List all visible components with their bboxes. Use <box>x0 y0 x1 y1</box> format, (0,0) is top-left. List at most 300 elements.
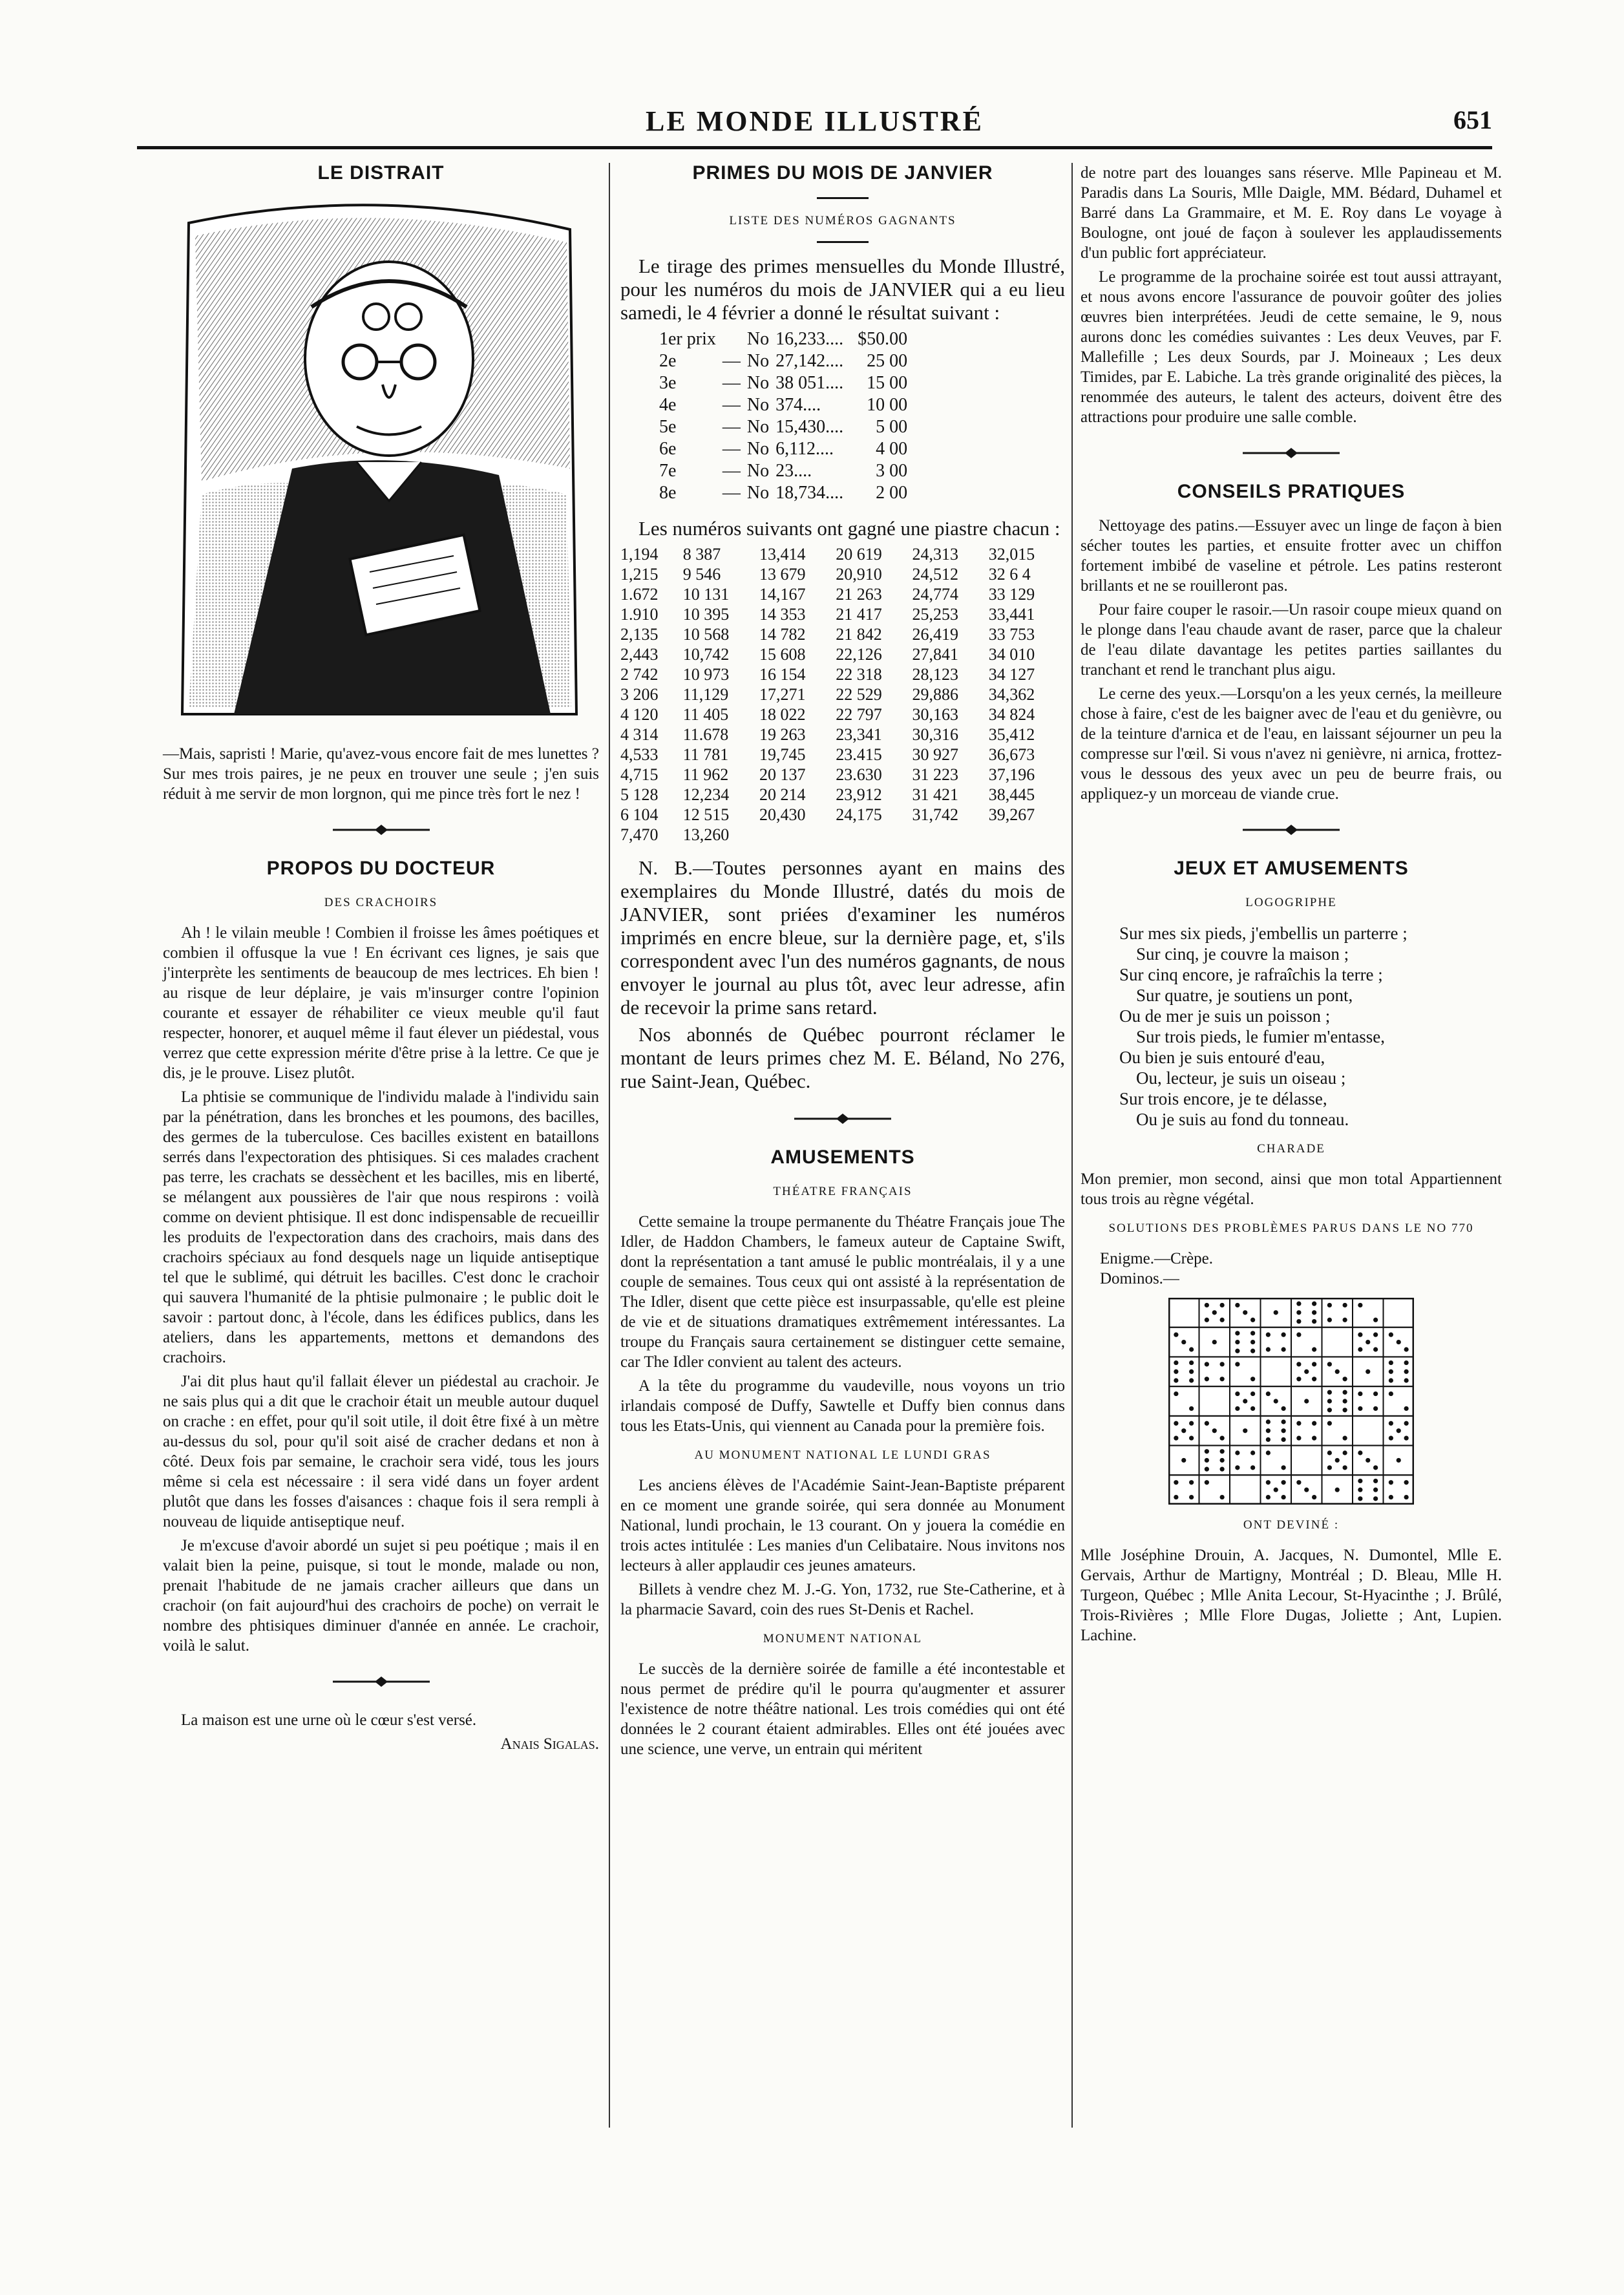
domino-pip <box>1174 1360 1178 1365</box>
winning-number: 39,267 <box>988 805 1035 824</box>
prize-amount: 2 00 <box>876 483 908 503</box>
winning-number: 24,512 <box>912 565 958 584</box>
paragraph: La phtisie se communique de l'individu malade à l'individu sain par la pénétration, dans les bronches et les poumons, des bacilles, des germes de la tuberculose. Ces bacilles existent en bataillons serrés dans l'expectoration des phtisiques. Si ces malades crachent pas terre, les crachats se dessèchent et les bacilles, mis en liberté, se mélangent aux poussières de l'air que nous respirons : voilà comme on devient phtisique. Il est donc indispensable de recueillir les produits de l'expectoration dans des crachoirs, mais dans des crachoirs spéciaux au fond desquels nage un liquide antiseptique tel que le sublimé, qui détruit les bacilles. C'est donc le crachoir qui sauvera l'humanité de la phtisie pulmonaire ; le public doit le savoir : partout donc, à l'école, dans les édifices publics, dans les ateliers, dans les appartements, mettons et demandons des crachoirs. <box>163 1088 599 1366</box>
winning-number: 34 127 <box>988 665 1035 684</box>
domino-pip <box>1281 1428 1286 1433</box>
domino-pip <box>1174 1480 1178 1485</box>
numbers-row <box>620 684 1065 704</box>
prize-row <box>659 394 914 416</box>
domino-pip <box>1389 1495 1393 1499</box>
domino-pip <box>1373 1496 1378 1501</box>
domino-pip <box>1174 1391 1178 1396</box>
domino-pip <box>1181 1340 1186 1344</box>
section-title-propos: PROPOS DU DOCTEUR <box>266 858 496 879</box>
numbers-row <box>620 785 1065 805</box>
winning-number: 9 546 <box>682 565 721 584</box>
domino-pip <box>1327 1399 1332 1403</box>
winning-number: 31 421 <box>912 785 958 804</box>
caricature-illustration <box>163 197 599 727</box>
winning-number: 22,126 <box>836 645 882 664</box>
prize-amount: $50.00 <box>858 329 908 349</box>
subsection-title-solutions: SOLUTIONS DES PROBLÈMES PARUS DANS LE NO 770 <box>1108 1222 1474 1235</box>
section-title-distrait: LE DISTRAIT <box>317 162 445 184</box>
domino-pip <box>1373 1488 1378 1492</box>
domino-pip <box>1205 1377 1209 1381</box>
poem-line: Ou bien je suis entouré d'eau, <box>1119 1048 1325 1067</box>
winning-number: 23,341 <box>836 725 882 744</box>
numbers-row <box>620 624 1065 644</box>
domino-pip <box>1404 1378 1409 1382</box>
domino-pip <box>1174 1436 1178 1441</box>
winning-number: 23,912 <box>836 785 882 804</box>
domino-pip <box>1189 1436 1194 1441</box>
domino-pip <box>1281 1495 1286 1499</box>
paragraph: de notre part des louanges sans réserve. Mlle Papineau et M. Paradis dans La Souris, Mlle Daigle, MM. Bédard, Duhamel et Barré dans La Grammaire, et M. E. Roy dans Le voyage à Boulogne, ont joué de façon à soulever les applaudissements d'un public fort appréciateur. <box>1081 164 1502 262</box>
domino-pip <box>1266 1428 1271 1433</box>
domino-pip <box>1189 1347 1194 1351</box>
numbers-row <box>620 644 1065 664</box>
winning-number: 36,673 <box>988 745 1035 764</box>
prize-no: No <box>746 417 770 437</box>
winning-number: 22 318 <box>836 665 882 684</box>
domino-pip <box>1343 1390 1347 1395</box>
paragraph: A la tête du programme du vaudeville, nous voyons un trio irlandais composé de Duffy, Sawtelle et Duffy bien connus dans tous les Etats-Unis, qui viennent au Canada pour la première fois. <box>620 1377 1065 1435</box>
domino-pip <box>1181 1458 1186 1463</box>
domino-pip <box>1373 1406 1378 1411</box>
domino-pip <box>1220 1318 1225 1322</box>
prize-no: No <box>746 329 770 349</box>
domino-pip <box>1366 1458 1370 1463</box>
domino-pip <box>1312 1436 1316 1441</box>
winning-number: 8 387 <box>682 545 721 564</box>
domino-pip <box>1327 1465 1332 1470</box>
winning-number: 2,135 <box>620 625 659 644</box>
domino-pip <box>1312 1362 1316 1366</box>
numbers-row <box>620 805 1065 825</box>
winning-number: 33 753 <box>988 625 1035 644</box>
prize-sep: — <box>722 373 741 393</box>
prize-no: No <box>746 439 770 459</box>
winning-number: 15 608 <box>759 645 806 664</box>
domino-pip <box>1235 1465 1239 1470</box>
domino-pip <box>1205 1318 1209 1322</box>
title-rule <box>817 241 869 243</box>
domino-pip <box>1404 1370 1409 1374</box>
domino-pip <box>1366 1340 1370 1344</box>
domino-pip <box>1358 1333 1362 1337</box>
poem-line: Ou, lecteur, je suis un oiseau ; <box>1136 1068 1346 1088</box>
domino-pip <box>1373 1465 1378 1470</box>
domino-pip <box>1312 1302 1316 1306</box>
domino-pip <box>1235 1349 1239 1353</box>
winning-numbers-table <box>620 544 1065 845</box>
winning-number: 37,196 <box>988 765 1035 784</box>
domino-pip <box>1205 1421 1209 1426</box>
prize-row <box>659 482 914 504</box>
domino-pip <box>1296 1319 1301 1324</box>
domino-pip <box>1358 1479 1362 1483</box>
winning-number: 32 6 4 <box>988 565 1031 584</box>
domino-pip <box>1343 1408 1347 1412</box>
domino-pip <box>1243 1399 1247 1403</box>
winning-number: 13,260 <box>682 825 730 844</box>
numbers-row <box>620 765 1065 785</box>
domino-pip <box>1335 1458 1340 1463</box>
numbers-row <box>620 704 1065 724</box>
domino-pip <box>1205 1449 1209 1454</box>
domino-pip <box>1343 1465 1347 1470</box>
winning-number: 10 568 <box>682 625 730 644</box>
domino-pip <box>1404 1360 1409 1365</box>
domino-pip <box>1250 1450 1255 1455</box>
winning-number: 26,419 <box>912 625 958 644</box>
prize-number: 23.... <box>775 461 812 481</box>
winning-number: 1,215 <box>620 565 659 584</box>
domino-pip <box>1296 1421 1301 1426</box>
section-title-jeux: JEUX ET AMUSEMENTS <box>1174 858 1409 879</box>
winning-number <box>989 825 1065 845</box>
domino-pip <box>1220 1377 1225 1381</box>
domino-pip <box>1343 1303 1347 1307</box>
domino-pip <box>1250 1377 1255 1381</box>
winning-number: 1.910 <box>620 605 659 624</box>
domino-pip <box>1274 1399 1278 1403</box>
domino-pip <box>1220 1436 1225 1441</box>
winning-number: 11 962 <box>682 765 729 784</box>
paragraph: Le cerne des yeux.—Lorsqu'on a les yeux cernés, la meilleure chose à faire, c'est de les baigner avec de l'eau et du genièvre, ou de la teinture d'arnica et de l'eau, en laissant séjourner un peu la compresse sur l'œil. Si vous n'avez ni genièvre, ni arnica, frottez-vous le dessous des yeux avec un peu de beurre frais, ou appliquez-y un morceau de viande crue. <box>1081 685 1502 803</box>
domino-pip <box>1404 1347 1409 1351</box>
numbers-row <box>620 564 1065 584</box>
domino-pip <box>1373 1479 1378 1483</box>
winning-number: 10 395 <box>682 605 730 624</box>
numbers-intro: Les numéros suivants ont gagné une piastre chacun : <box>638 517 1060 540</box>
prize-number: 374.... <box>775 395 821 415</box>
paragraph: Le succès de la dernière soirée de famille a été incontestable et nous permet de prédire qu'il le pourra qu'augmenter et assurer l'existence de notre théâtre national. Les trois comédies qui ont été données le 2 courant étaient admirables. Elles ont été jouées avec une science, une verve, un entrain qui méritent <box>620 1660 1065 1758</box>
domino-pip <box>1327 1362 1332 1366</box>
winning-number: 12,234 <box>682 785 730 804</box>
domino-pip <box>1266 1333 1271 1337</box>
quebec-notice: Nos abonnés de Québec pourront réclamer le montant de leurs primes chez M. E. Béland, No 276, rue Saint-Jean, Québec. <box>620 1023 1065 1092</box>
domino-pip <box>1327 1303 1332 1307</box>
devine-names: Mlle Joséphine Drouin, A. Jacques, N. Dumontel, Mlle E. Gervais, Arthur de Martigny, Montréal ; D. Bleau, Mlle H. Turgeon, Québec ; Mlle Anita Lecour, St-Hyacinthe ; J. Brûlé, Trois-Rivières ; Mlle Flore Dugas, Joliette ; Ant, Lupien. Lachine. <box>1081 1547 1502 1644</box>
solution-dominos: Dominos.— <box>1100 1270 1179 1287</box>
prize-sep: — <box>722 439 741 459</box>
domino-pip <box>1304 1488 1309 1492</box>
domino-pip <box>1174 1421 1178 1426</box>
domino-pip <box>1296 1362 1301 1366</box>
domino-pip <box>1220 1449 1225 1454</box>
domino-pip <box>1235 1362 1239 1366</box>
domino-pip <box>1235 1406 1239 1411</box>
ornament-divider <box>333 823 430 836</box>
ornament-divider <box>333 1675 430 1688</box>
winning-number: 34 824 <box>988 705 1035 724</box>
domino-pip <box>1312 1495 1316 1499</box>
subsection-title-theatre: THÉATRE FRANÇAIS <box>773 1185 912 1198</box>
numbers-row <box>620 604 1065 624</box>
prize-no: No <box>746 395 770 415</box>
domino-pip <box>1389 1333 1393 1337</box>
domino-pip <box>1373 1333 1378 1337</box>
domino-pip <box>1212 1340 1217 1344</box>
poem-line: Sur trois encore, je te délasse, <box>1119 1089 1327 1108</box>
prize-sep: — <box>722 461 741 481</box>
winning-number: 27,841 <box>912 645 958 664</box>
domino-pip <box>1389 1391 1393 1396</box>
winning-number <box>912 825 989 845</box>
domino-pip <box>1296 1310 1301 1315</box>
domino-pip <box>1296 1333 1301 1337</box>
domino-pip <box>1174 1378 1178 1382</box>
winning-number: 4 314 <box>620 725 659 744</box>
prize-amount: 3 00 <box>876 461 908 481</box>
nb-notice: N. B.—Toutes personnes ayant en mains des exemplaires du Monde Illustré, datés du mois de JANVIER, sont priées d'examiner les numéros imprimés en encre bleue, sur la dernière page, et, s'ils correspondent avec l'un des numéros gagnants, de nous envoyer le journal au plus tôt, avec leur adresse, afin de recevoir la prime sans retard. <box>620 856 1065 1019</box>
winning-number: 11,129 <box>682 685 729 704</box>
domino-pip <box>1327 1318 1332 1322</box>
domino-pip <box>1327 1450 1332 1455</box>
page-number: 651 <box>1453 105 1492 134</box>
section-title-primes: PRIMES DU MOIS DE JANVIER <box>692 162 993 184</box>
winning-number: 24,175 <box>836 805 882 824</box>
domino-pip <box>1389 1421 1393 1426</box>
domino-pip <box>1296 1302 1301 1306</box>
paragraph: J'ai dit plus haut qu'il fallait élever un piédestal au crachoir. Je ne sais plus qui a dit que le crachoir était un meuble autour duquel on crache : en effet, pour qu'il soit utile, il doit être fixé à un mètre au-dessus du sol, pour qu'il soit aisé de cracher dedans et non à côté. Deux fois par semaine, le crachoir sera vidé, tous les jours même si cela est nécessaire : il sera vidé dans un foyer ardent plutôt que dans les fosses d'aisances : chaque fois il sera rempli à nouveau de liquide antiseptique neuf. <box>163 1373 599 1530</box>
domino-pip <box>1205 1458 1209 1463</box>
winning-number: 20,430 <box>759 805 806 824</box>
winning-number: 30,163 <box>912 705 958 724</box>
section-title-conseils: CONSEILS PRATIQUES <box>1177 481 1406 502</box>
prize-row <box>659 350 914 372</box>
prize-rank: 4e <box>659 395 677 415</box>
winning-number: 19 263 <box>759 725 806 744</box>
column-left <box>163 163 599 1754</box>
prize-table <box>659 328 914 504</box>
domino-pip <box>1281 1419 1286 1424</box>
poem-line: Ou de mer je suis un poisson ; <box>1119 1006 1331 1026</box>
winning-number: 22 797 <box>836 705 882 724</box>
winning-number: 20 137 <box>759 765 806 784</box>
domino-pip <box>1205 1362 1209 1366</box>
domino-pip <box>1358 1347 1362 1351</box>
prize-sep: — <box>722 395 741 415</box>
domino-pip <box>1205 1467 1209 1472</box>
prize-amount: 5 00 <box>876 417 908 437</box>
winning-number: 6 104 <box>620 805 659 824</box>
winning-number: 20,910 <box>836 565 882 584</box>
winning-number: 24,313 <box>912 545 958 564</box>
section-title-amusements: AMUSEMENTS <box>770 1147 915 1168</box>
domino-pip <box>1274 1310 1278 1315</box>
domino-pip <box>1343 1377 1347 1381</box>
prize-number: 6,112.... <box>775 439 834 459</box>
domino-pip <box>1312 1421 1316 1426</box>
domino-pip <box>1181 1428 1186 1433</box>
domino-pip <box>1373 1318 1378 1322</box>
subsection-title-monument: MONUMENT NATIONAL <box>763 1632 923 1645</box>
domino-pip <box>1243 1310 1247 1315</box>
winning-number: 13,414 <box>759 545 806 564</box>
winning-number: 22 529 <box>836 685 882 704</box>
ornament-divider <box>794 1112 891 1125</box>
domino-pip <box>1189 1480 1194 1485</box>
winning-number: 31 223 <box>912 765 958 784</box>
prize-rank: 1er prix <box>659 329 716 349</box>
winning-number: 23.415 <box>836 745 882 764</box>
domino-pip <box>1220 1458 1225 1463</box>
domino-pip <box>1266 1391 1271 1396</box>
winning-number: 4 120 <box>620 705 659 724</box>
prize-amount: 25 00 <box>867 351 908 371</box>
winning-number: 2,443 <box>620 645 659 664</box>
winning-number: 21 263 <box>836 585 882 604</box>
prize-no: No <box>746 483 770 503</box>
prize-sep <box>722 328 747 350</box>
domino-pip <box>1404 1421 1409 1426</box>
domino-pip <box>1281 1480 1286 1485</box>
winning-number: 28,123 <box>912 665 958 684</box>
winning-number: 29,886 <box>912 685 958 704</box>
prize-number: 38 051.... <box>775 373 844 393</box>
logogriphe-poem <box>1119 923 1502 1130</box>
domino-pip <box>1366 1370 1370 1374</box>
domino-pip <box>1296 1377 1301 1381</box>
paragraph: Je m'excuse d'avoir abordé un sujet si peu poétique ; mais il en valait bien la peine, puisque, si tout le monde, malade ou non, prenait l'habitude de ne jamais cracher ailleurs que dans un crachoir (on fait aujourd'hui des crachoirs de poche) on verrait le nombre des phtisiques diminuer d'année en année. Le crachoir, voilà le salut. <box>163 1537 599 1655</box>
domino-pip <box>1250 1391 1255 1396</box>
winning-number: 33,441 <box>988 605 1035 624</box>
prize-number: 27,142.... <box>775 351 844 371</box>
domino-pip <box>1404 1480 1409 1485</box>
domino-pip <box>1327 1421 1332 1426</box>
poem-line: Sur trois pieds, le fumier m'entasse, <box>1136 1027 1386 1046</box>
paragraph: Ah ! le vilain meuble ! Combien il froisse les âmes poétiques et combien il offusque la vue ! En écrivant ces lignes, je sais que j'interprète les sentiments de beaucoup de mes lectrices. Eh bien ! au risque de leur déplaire, je vais m'insurger contre l'opinion courante et essayer de réhabiliter ce vieux meuble qu'il faut respecter, honorer, et auquel même il faut élever un piédestal, vous verrez que cette expression mérite d'être prise à la lettre. Ce que je dis, je le prouve. Lisez plutôt. <box>163 924 599 1082</box>
winning-number <box>759 825 836 845</box>
domino-pip <box>1397 1458 1401 1463</box>
winning-number: 34,362 <box>988 685 1035 704</box>
maxim-text: La maison est une urne où le cœur s'est versé. <box>181 1711 477 1729</box>
prize-amount: 10 00 <box>867 395 908 415</box>
winning-number: 4,715 <box>620 765 659 784</box>
domino-pip <box>1235 1331 1239 1335</box>
winning-number: 2 742 <box>620 665 659 684</box>
dominos-solution-grid <box>1168 1298 1414 1505</box>
winning-number: 21 842 <box>836 625 882 644</box>
winning-number: 10 973 <box>682 665 730 684</box>
column-middle <box>620 163 1065 1763</box>
domino-pip <box>1304 1399 1309 1403</box>
winning-number: 14,167 <box>759 585 806 604</box>
winning-number: 32,015 <box>988 545 1035 564</box>
prize-row <box>659 328 914 350</box>
domino-pip <box>1266 1437 1271 1442</box>
domino-pip <box>1266 1450 1271 1455</box>
section-subtitle-crachoirs: DES CRACHOIRS <box>324 896 438 909</box>
winning-number: 20 619 <box>836 545 882 564</box>
domino-pip <box>1189 1370 1194 1374</box>
domino-pip <box>1174 1495 1178 1499</box>
domino-pip <box>1312 1347 1316 1351</box>
poem-line: Sur cinq, je couvre la maison ; <box>1136 944 1349 964</box>
winning-number: 23.630 <box>836 765 882 784</box>
prize-number: 15,430.... <box>775 417 844 437</box>
prize-sep: — <box>722 483 741 503</box>
prize-row <box>659 372 914 394</box>
paragraph: Les anciens élèves de l'Académie Saint-Jean-Baptiste préparent en ce moment une grande soirée, qui sera donnée au Monument National, lundi prochain, le 13 courant. On y jouera la comédie en trois actes intitulée : Les manies d'un Celibataire. Nous invitons nos lecteurs à aller applaudir ces jeunes amateurs. <box>620 1477 1065 1574</box>
poem-line: Sur mes six pieds, j'embellis un parterre ; <box>1119 924 1408 943</box>
domino-pip <box>1235 1391 1239 1396</box>
subsection-title-lundi-gras: AU MONUMENT NATIONAL LE LUNDI GRAS <box>694 1448 991 1462</box>
section-subtitle-gagnants: LISTE DES NUMÉROS GAGNANTS <box>729 214 956 227</box>
column-right <box>1081 163 1502 1649</box>
domino-pip <box>1266 1480 1271 1485</box>
numbers-row <box>620 544 1065 564</box>
winning-number <box>836 825 912 845</box>
winning-number: 1,194 <box>620 545 659 564</box>
winning-number: 20 214 <box>759 785 806 804</box>
domino-pip <box>1343 1399 1347 1403</box>
domino-pip <box>1343 1318 1347 1322</box>
winning-number: 38,445 <box>988 785 1035 804</box>
domino-pip <box>1243 1428 1247 1433</box>
domino-pip <box>1281 1333 1286 1337</box>
prize-sep: — <box>722 417 741 437</box>
cartoon-caption: —Mais, sapristi ! Marie, qu'avez-vous encore fait de mes lunettes ? Sur mes trois paires, je ne peux en trouver une seule ; j'en suis réduit à me servir de mon lorgnon, qui me pince très fort le nez ! <box>163 745 599 803</box>
winning-number: 4,533 <box>620 745 659 764</box>
ornament-divider <box>1243 447 1340 460</box>
column-divider <box>1071 163 1073 2128</box>
domino-pip <box>1312 1310 1316 1315</box>
domino-pip <box>1250 1340 1255 1344</box>
domino-pip <box>1327 1390 1332 1395</box>
domino-pip <box>1404 1495 1409 1499</box>
winning-number: 16 154 <box>759 665 806 684</box>
prize-rank: 8e <box>659 483 677 503</box>
prize-amount: 4 00 <box>876 439 908 459</box>
solution-enigme: Enigme.—Crèpe. <box>1100 1250 1213 1267</box>
prize-rank: 2e <box>659 351 677 371</box>
domino-pip <box>1335 1370 1340 1374</box>
ornament-divider <box>1243 823 1340 836</box>
domino-pip <box>1335 1488 1340 1492</box>
prize-amount: 15 00 <box>867 373 908 393</box>
winning-number: 7,470 <box>620 825 659 844</box>
winning-number: 12 515 <box>682 805 730 824</box>
prize-no: No <box>746 373 770 393</box>
winning-number: 10 131 <box>682 585 730 604</box>
domino-pip <box>1312 1319 1316 1324</box>
numbers-row <box>620 664 1065 684</box>
title-rule <box>817 197 869 199</box>
winning-number: 14 353 <box>759 605 806 624</box>
domino-pip <box>1343 1450 1347 1455</box>
domino-pip <box>1373 1391 1378 1396</box>
column-divider <box>609 163 610 2128</box>
domino-pip <box>1274 1488 1278 1492</box>
domino-pip <box>1220 1495 1225 1499</box>
domino-pip <box>1358 1303 1362 1307</box>
subsection-title-charade: CHARADE <box>1257 1142 1325 1156</box>
numbers-row <box>620 584 1065 604</box>
domino-pip <box>1189 1378 1194 1382</box>
prize-sep: — <box>722 351 741 371</box>
domino-pip <box>1358 1450 1362 1455</box>
domino-pip <box>1250 1331 1255 1335</box>
numbers-row <box>620 745 1065 765</box>
domino-pip <box>1343 1436 1347 1441</box>
subsection-title-logogriphe: LOGOGRIPHE <box>1245 896 1337 909</box>
domino-pip <box>1281 1465 1286 1470</box>
prize-rank: 3e <box>659 373 677 393</box>
winning-number: 13 679 <box>759 565 806 584</box>
